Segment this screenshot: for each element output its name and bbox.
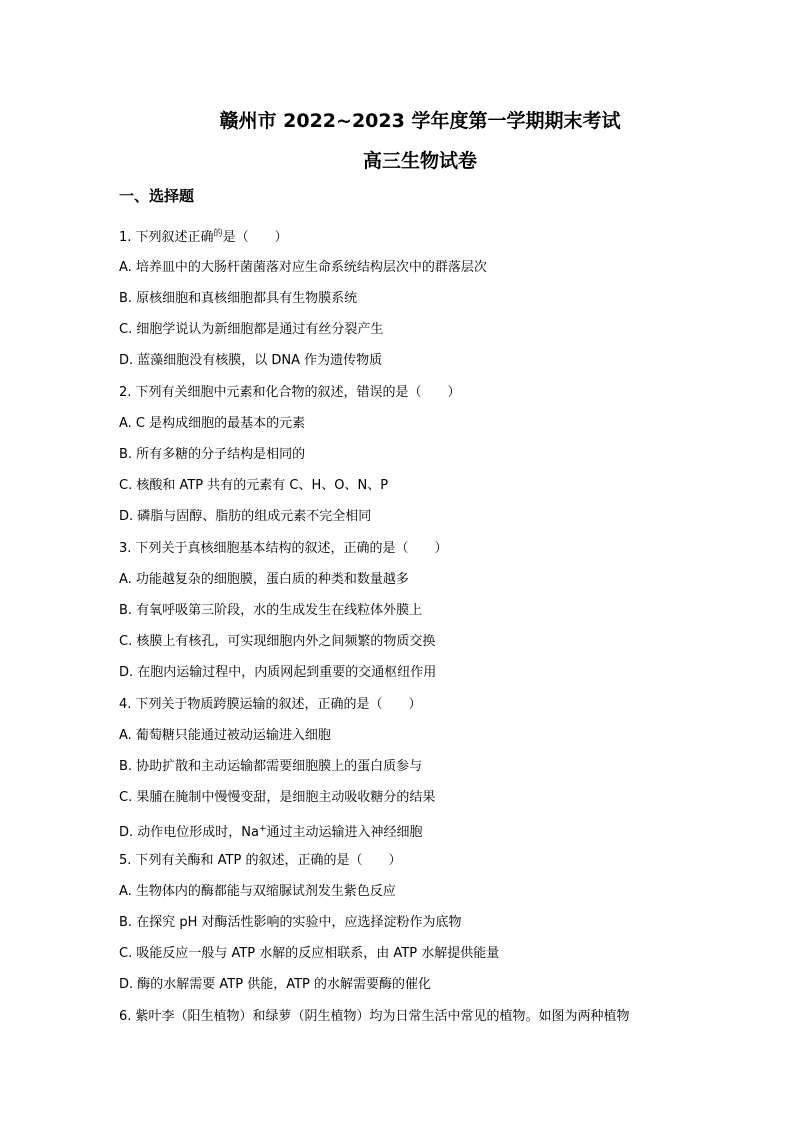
question-5-option-d: D. 酶的水解需要 ATP 供能，ATP 的水解需要酶的催化 — [119, 977, 432, 992]
question-5-option-a: A. 生物体内的酶都能与双缩脲试剂发生紫色反应 — [119, 884, 396, 899]
question-2-option-c: C. 核酸和 ATP 共有的元素有 C、H、O、N、P — [119, 478, 389, 493]
question-2-option-b: B. 所有多糖的分子结构是相同的 — [119, 447, 306, 462]
question-3-option-d: D. 在胞内运输过程中，内质网起到重要的交通枢纽作用 — [119, 665, 437, 680]
question-4-option-a: A. 葡萄糖只能通过被动运输进入细胞 — [119, 728, 331, 743]
question-4-option-d-end: 通过主动运输进入神经细胞 — [266, 825, 423, 840]
question-3-option-b: B. 有氧呼吸第三阶段，水的生成发生在线粒体外膜上 — [119, 603, 423, 618]
question-3-stem: 3. 下列关于真核细胞基本结构的叙述，正确的是（ ） — [119, 541, 448, 556]
question-5-option-b: B. 在探究 pH 对酶活性影响的实验中，应选择淀粉作为底物 — [119, 915, 462, 930]
question-3-option-c: C. 核膜上有核孔，可实现细胞内外之间频繁的物质交换 — [119, 634, 436, 649]
question-1-option-b: B. 原核细胞和真核细胞都具有生物膜系统 — [119, 291, 358, 306]
question-1-option-c: C. 细胞学说认为新细胞都是通过有丝分裂产生 — [119, 322, 384, 337]
question-4-option-d-start: D. 动作电位形成时，Na — [119, 825, 259, 840]
question-1-stem — [119, 225, 288, 247]
question-1-stem-start: 1. 下列叙述正确 — [119, 230, 214, 245]
question-4-option-d-superscript: + — [258, 824, 267, 834]
section-heading: 一、选择题 — [119, 187, 195, 205]
exam-title: 赣州市 2022~2023 学年度第一学期期末考试 — [219, 110, 621, 132]
question-1-stem-superscript: 的 — [213, 229, 223, 239]
question-4-option-c: C. 果脯在腌制中慢慢变甜，是细胞主动吸收糖分的结果 — [119, 790, 436, 805]
question-3-option-a: A. 功能越复杂的细胞膜，蛋白质的种类和数量越多 — [119, 572, 409, 587]
question-1-stem-end: 是（ ） — [222, 230, 288, 245]
question-5-option-c: C. 吸能反应一般与 ATP 水解的反应相联系，由 ATP 水解提供能量 — [119, 946, 500, 961]
question-6-stem: 6. 紫叶李（阳生植物）和绿萝（阴生植物）均为日常生活中常见的植物。如图为两种植物 — [119, 1009, 630, 1024]
exam-subtitle: 高三生物试卷 — [362, 150, 477, 172]
question-4-option-b: B. 协助扩散和主动运输都需要细胞膜上的蛋白质参与 — [119, 759, 423, 774]
question-5-stem: 5. 下列有关酶和 ATP 的叙述，正确的是（ ） — [119, 853, 402, 868]
question-2-stem: 2. 下列有关细胞中元素和化合物的叙述，错误的是（ ） — [119, 385, 461, 400]
question-4-stem: 4. 下列关于物质跨膜运输的叙述，正确的是（ ） — [119, 697, 422, 712]
question-4-option-d — [119, 820, 423, 842]
question-1-option-a: A. 培养皿中的大肠杆菌菌落对应生命系统结构层次中的群落层次 — [119, 260, 487, 275]
question-1-option-d: D. 蓝藻细胞没有核膜，以 DNA 作为遗传物质 — [119, 353, 383, 368]
question-2-option-a: A. C 是构成细胞的最基本的元素 — [119, 416, 306, 431]
question-2-option-d: D. 磷脂与固醇、脂肪的组成元素不完全相同 — [119, 509, 372, 524]
